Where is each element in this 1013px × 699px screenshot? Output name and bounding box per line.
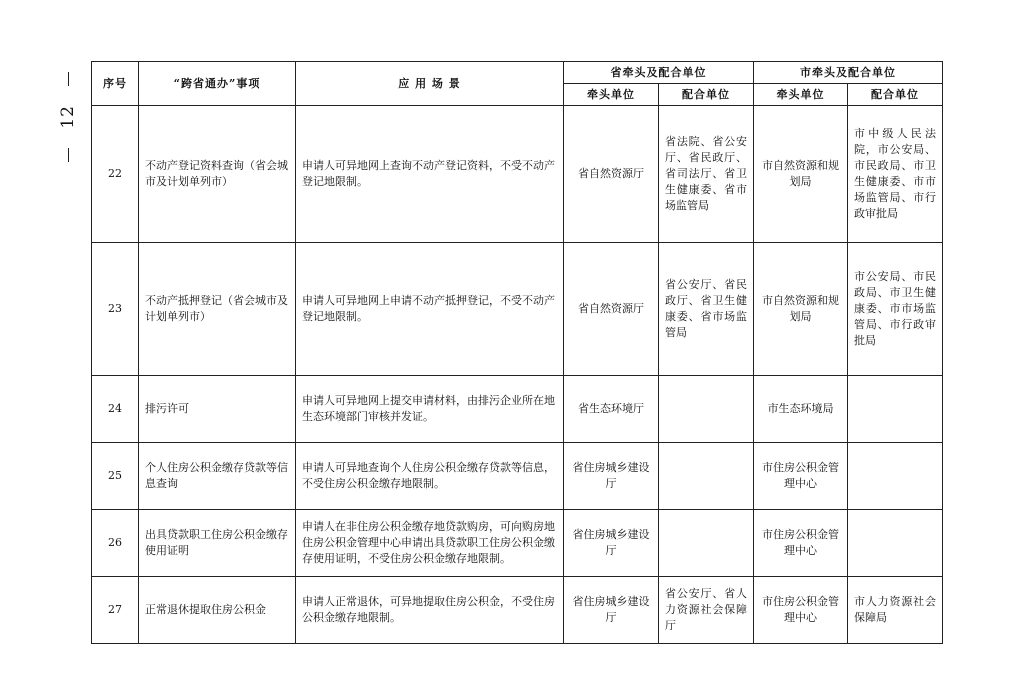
table-row: [92, 510, 943, 577]
header-seq: 序号: [92, 62, 139, 106]
table-row: [92, 577, 943, 644]
cell-item: 不动产登记资料查询（省会城市及计划单列市）: [139, 106, 296, 243]
cell-scene: 申请人可异地网上申请不动产抵押登记，不受不动产登记地限制。: [296, 243, 564, 376]
header-province-coop: 配合单位: [659, 84, 754, 106]
cell-province-lead: 省住房城乡建设厅: [564, 510, 659, 577]
cell-seq: 26: [92, 510, 139, 577]
cell-province-coop: 省法院、省公安厅、省民政厅、省司法厅、省卫生健康委、省市场监管局: [659, 106, 754, 243]
cell-seq: 27: [92, 577, 139, 644]
cell-province-lead: 省住房城乡建设厅: [564, 443, 659, 510]
cell-scene: 申请人可异地网上查询不动产登记资料，不受不动产登记地限制。: [296, 106, 564, 243]
cell-city-lead: 市住房公积金管理中心: [754, 510, 848, 577]
header-item: “跨省通办”事项: [139, 62, 296, 106]
cell-scene: 申请人可异地网上提交申请材料，由排污企业所在地生态环境部门审核并发证。: [296, 376, 564, 443]
cell-scene: 申请人正常退休，可异地提取住房公积金，不受住房公积金缴存地限制。: [296, 577, 564, 644]
cell-item: 出具贷款职工住房公积金缴存使用证明: [139, 510, 296, 577]
cell-city-lead: 市住房公积金管理中心: [754, 577, 848, 644]
cell-province-lead: 省生态环境厅: [564, 376, 659, 443]
cell-item: 排污许可: [139, 376, 296, 443]
cell-province-coop: [659, 443, 754, 510]
cell-province-coop: 省公安厅、省人力资源社会保障厅: [659, 577, 754, 644]
matters-table: [91, 61, 943, 644]
cell-item: 不动产抵押登记（省会城市及计划单列市）: [139, 243, 296, 376]
cell-city-coop: 市中级人民法院，市公安局、市民政局、市卫生健康委、市市场监管局、市行政审批局: [848, 106, 943, 243]
cell-city-coop: [848, 443, 943, 510]
page-number-dash-top: [68, 72, 69, 86]
header-scene: 应 用 场 景: [296, 62, 564, 106]
cell-city-coop: 市公安局、市民政局、市卫生健康委、市市场监管局、市行政审批局: [848, 243, 943, 376]
cell-city-lead: 市自然资源和规划局: [754, 106, 848, 243]
header-province-lead: 牵头单位: [564, 84, 659, 106]
cell-item: 个人住房公积金缴存贷款等信息查询: [139, 443, 296, 510]
cell-seq: 25: [92, 443, 139, 510]
page-number-text: 12: [58, 105, 78, 129]
table-row: [92, 106, 943, 243]
cell-province-coop: [659, 376, 754, 443]
page-number-dash-bottom: [68, 148, 69, 162]
cell-province-lead: 省自然资源厅: [564, 106, 659, 243]
cell-seq: 22: [92, 106, 139, 243]
cell-seq: 24: [92, 376, 139, 443]
cell-city-lead: 市自然资源和规划局: [754, 243, 848, 376]
cell-province-coop: [659, 510, 754, 577]
table-row: [92, 443, 943, 510]
cell-city-coop: [848, 510, 943, 577]
page-number: [58, 72, 78, 162]
cell-scene: 申请人在非住房公积金缴存地贷款购房，可向购房地住房公积金管理中心申请出具贷款职工住房公积金缴存使用证明，不受住房公积金缴存地限制。: [296, 510, 564, 577]
cell-seq: 23: [92, 243, 139, 376]
cell-item: 正常退休提取住房公积金: [139, 577, 296, 644]
cell-province-lead: 省住房城乡建设厅: [564, 577, 659, 644]
cell-city-coop: 市人力资源社会保障局: [848, 577, 943, 644]
cell-scene: 申请人可异地查询个人住房公积金缴存贷款等信息，不受住房公积金缴存地限制。: [296, 443, 564, 510]
cell-city-coop: [848, 376, 943, 443]
header-province-group: 省牵头及配合单位: [564, 62, 754, 84]
header-city-lead: 牵头单位: [754, 84, 848, 106]
table-row: [92, 376, 943, 443]
header-city-coop: 配合单位: [848, 84, 943, 106]
cell-city-lead: 市住房公积金管理中心: [754, 443, 848, 510]
cell-city-lead: 市生态环境局: [754, 376, 848, 443]
cell-province-lead: 省自然资源厅: [564, 243, 659, 376]
table-row: [92, 243, 943, 376]
header-city-group: 市牵头及配合单位: [754, 62, 943, 84]
cell-province-coop: 省公安厅、省民政厅、省卫生健康委、省市场监管局: [659, 243, 754, 376]
